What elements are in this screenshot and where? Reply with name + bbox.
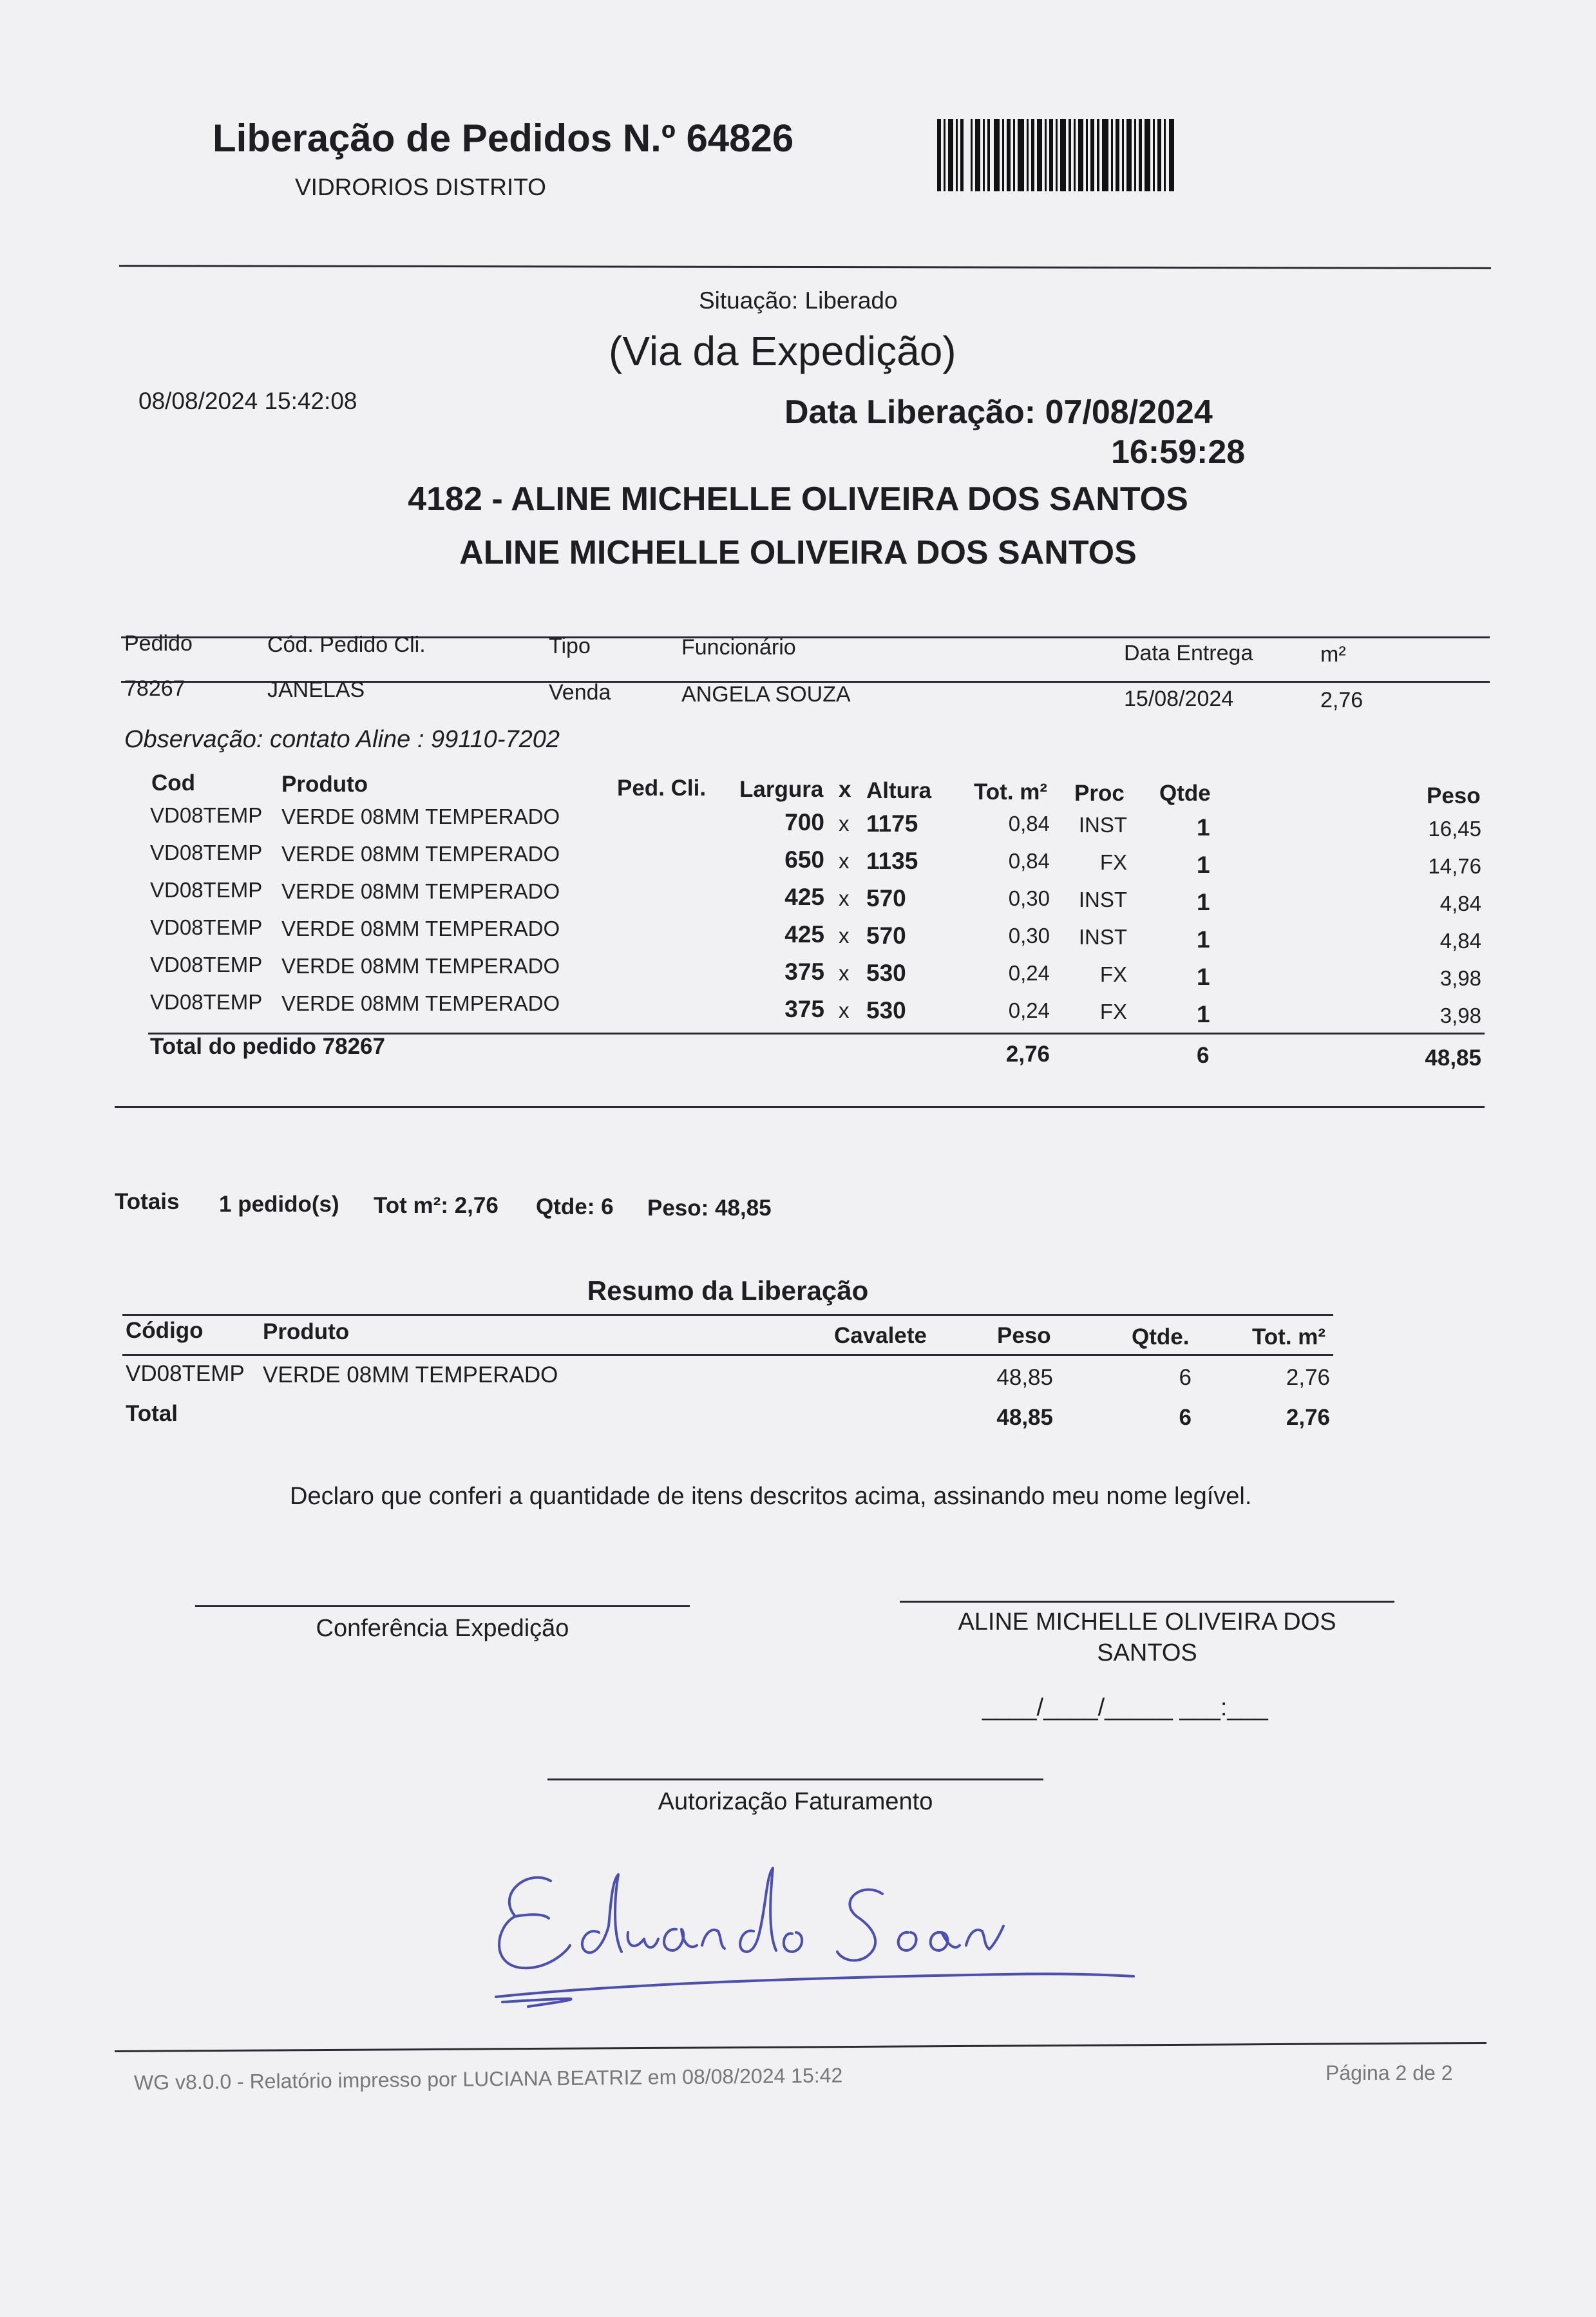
item-largura: 425 — [784, 921, 824, 948]
items-header-ped-cli: Ped. Cli. — [617, 776, 707, 801]
item-produto: VERDE 08MM TEMPERADO — [281, 991, 560, 1015]
item-largura: 700 — [784, 809, 824, 835]
item-proc: INST — [1078, 925, 1127, 949]
items-header-produto: Produto — [281, 772, 368, 797]
declaration-text: Declaro que conferi a quantidade de itens descritos acima, assinando meu nome legível. — [290, 1483, 1252, 1510]
order-total-qtde: 6 — [1197, 1043, 1210, 1068]
item-altura: 1175 — [866, 810, 918, 837]
header-cod-pedido-cli: Cód. Pedido Cli. — [267, 633, 426, 657]
divider — [115, 2042, 1487, 2052]
divider — [115, 1106, 1485, 1108]
header-data-entrega: Data Entrega — [1124, 641, 1253, 665]
summary-total-qtde: 6 — [1179, 1405, 1192, 1430]
order-total-m2: 2,76 — [1005, 1042, 1050, 1067]
items-header-proc: Proc — [1074, 781, 1125, 806]
item-tot-m2: 0,84 — [1008, 849, 1050, 873]
item-qtde: 1 — [1197, 889, 1210, 915]
item-tot-m2: 0,24 — [1008, 998, 1050, 1022]
item-altura: 530 — [866, 960, 906, 986]
tipo-value: Venda — [549, 680, 611, 705]
item-tot-m2: 0,30 — [1008, 886, 1050, 910]
summary-header-produto: Produto — [263, 1319, 350, 1344]
item-peso: 4,84 — [1439, 892, 1481, 915]
item-largura: 650 — [784, 846, 824, 873]
item-x: x — [839, 849, 850, 873]
item-qtde: 1 — [1197, 814, 1210, 841]
item-cod: VD08TEMP — [150, 990, 263, 1014]
totals-peso: Peso: 48,85 — [647, 1196, 772, 1221]
items-header-x: x — [839, 777, 851, 802]
summary-header-tot-m2: Tot. m² — [1252, 1324, 1326, 1349]
item-largura: 425 — [784, 884, 824, 910]
autorizacao-label: Autorização Faturamento — [658, 1788, 933, 1815]
client-signature-label-2: SANTOS — [1097, 1639, 1197, 1666]
item-produto: VERDE 08MM TEMPERADO — [281, 954, 560, 978]
release-date: Data Liberação: 07/08/2024 — [784, 394, 1213, 431]
item-altura: 1135 — [866, 848, 918, 874]
item-peso: 3,98 — [1439, 966, 1481, 990]
summary-header-peso: Peso — [997, 1323, 1051, 1348]
item-tot-m2: 0,30 — [1008, 924, 1050, 948]
summary-total-label: Total — [126, 1401, 178, 1426]
item-cod: VD08TEMP — [150, 953, 263, 977]
item-largura: 375 — [784, 996, 824, 1022]
item-cod: VD08TEMP — [150, 878, 263, 902]
divider — [122, 1314, 1333, 1316]
summary-header-codigo: Código — [126, 1318, 204, 1343]
divider — [119, 265, 1491, 269]
item-produto: VERDE 08MM TEMPERADO — [281, 917, 560, 940]
summary-tot-m2: 2,76 — [1286, 1365, 1330, 1390]
printed-datetime: 08/08/2024 15:42:08 — [138, 388, 357, 414]
client-code-name: 4182 - ALINE MICHELLE OLIVEIRA DOS SANTOS — [408, 481, 1188, 518]
items-header-altura: Altura — [866, 778, 932, 803]
order-total-peso: 48,85 — [1425, 1045, 1481, 1071]
cod-pedido-cli-value: JANELAS — [267, 678, 365, 702]
handwritten-signature — [489, 1855, 1146, 2016]
totals-m2: Tot m²: 2,76 — [374, 1193, 499, 1218]
company-name: VIDRORIOS DISTRITO — [295, 174, 546, 200]
item-x: x — [839, 924, 850, 948]
summary-title: Resumo da Liberação — [587, 1275, 869, 1306]
status-label: Situação: Liberado — [699, 287, 898, 314]
items-header-tot-m2: Tot. m² — [974, 779, 1048, 805]
page-number: Página 2 de 2 — [1325, 2061, 1453, 2084]
summary-peso: 48,85 — [996, 1365, 1053, 1390]
item-tot-m2: 0,84 — [1008, 812, 1050, 835]
item-x: x — [839, 961, 850, 985]
signature-line — [900, 1601, 1394, 1603]
item-qtde: 1 — [1197, 1001, 1210, 1027]
funcionario-value: ANGELA SOUZA — [681, 682, 851, 707]
m2-value: 2,76 — [1320, 688, 1363, 712]
totals-qtde: Qtde: 6 — [536, 1194, 614, 1219]
item-peso: 14,76 — [1428, 854, 1481, 878]
summary-total-peso: 48,85 — [996, 1405, 1053, 1430]
header-tipo: Tipo — [549, 634, 591, 658]
summary-qtde: 6 — [1179, 1365, 1192, 1390]
divider — [122, 1354, 1333, 1356]
signature-line — [547, 1778, 1043, 1780]
items-header-peso: Peso — [1427, 783, 1481, 808]
header-funcionario: Funcionário — [681, 635, 796, 660]
order-total-label: Total do pedido 78267 — [150, 1034, 385, 1059]
item-peso: 4,84 — [1439, 929, 1481, 953]
header-pedido: Pedido — [124, 631, 193, 656]
item-cod: VD08TEMP — [150, 803, 263, 827]
item-cod: VD08TEMP — [150, 915, 263, 939]
data-entrega-value: 15/08/2024 — [1124, 687, 1234, 711]
item-altura: 570 — [866, 885, 906, 911]
item-qtde: 1 — [1197, 964, 1210, 990]
item-produto: VERDE 08MM TEMPERADO — [281, 805, 560, 828]
items-header-largura: Largura — [739, 777, 824, 802]
observation: Observação: contato Aline : 99110-7202 — [124, 726, 560, 753]
summary-codigo: VD08TEMP — [126, 1361, 245, 1386]
signature-line — [195, 1605, 690, 1607]
summary-produto: VERDE 08MM TEMPERADO — [263, 1362, 558, 1387]
summary-header-qtde: Qtde. — [1132, 1324, 1190, 1349]
item-tot-m2: 0,24 — [1008, 961, 1050, 985]
item-peso: 16,45 — [1428, 817, 1481, 841]
item-produto: VERDE 08MM TEMPERADO — [281, 842, 560, 866]
item-produto: VERDE 08MM TEMPERADO — [281, 879, 560, 903]
barcode-icon — [937, 119, 1175, 191]
client-name: ALINE MICHELLE OLIVEIRA DOS SANTOS — [459, 534, 1137, 571]
item-x: x — [839, 886, 850, 910]
item-altura: 570 — [866, 922, 906, 949]
items-header-qtde: Qtde — [1159, 781, 1211, 806]
item-largura: 375 — [784, 958, 824, 985]
item-proc: FX — [1099, 850, 1127, 874]
report-footer: WG v8.0.0 - Relatório impresso por LUCIANA BEATRIZ em 08/08/2024 15:42 — [133, 2063, 843, 2094]
item-x: x — [839, 812, 850, 835]
copy-type-heading: (Via da Expedição) — [609, 328, 956, 374]
item-cod: VD08TEMP — [150, 841, 263, 864]
item-peso: 3,98 — [1439, 1004, 1481, 1027]
pedido-value: 78267 — [124, 676, 185, 701]
items-header-cod: Cod — [151, 770, 196, 796]
item-proc: INST — [1078, 813, 1127, 837]
document-title: Liberação de Pedidos N.º 64826 — [213, 117, 794, 160]
summary-header-cavalete: Cavalete — [834, 1323, 927, 1348]
item-qtde: 1 — [1197, 926, 1210, 953]
item-qtde: 1 — [1197, 852, 1210, 878]
header-m2: m² — [1320, 642, 1346, 667]
date-time-blank: ____/____/_____ ___:___ — [982, 1694, 1268, 1721]
totals-label: Totais — [115, 1189, 180, 1214]
conferencia-label: Conferência Expedição — [316, 1615, 569, 1642]
item-proc: FX — [1099, 962, 1127, 986]
client-signature-label: ALINE MICHELLE OLIVEIRA DOS — [958, 1608, 1336, 1635]
item-altura: 530 — [866, 997, 906, 1024]
release-time: 16:59:28 — [1111, 434, 1246, 471]
item-x: x — [839, 998, 850, 1022]
summary-total-tot-m2: 2,76 — [1286, 1405, 1330, 1430]
item-proc: FX — [1099, 1000, 1127, 1024]
totals-pedidos: 1 pedido(s) — [219, 1192, 339, 1217]
item-proc: INST — [1078, 888, 1127, 911]
